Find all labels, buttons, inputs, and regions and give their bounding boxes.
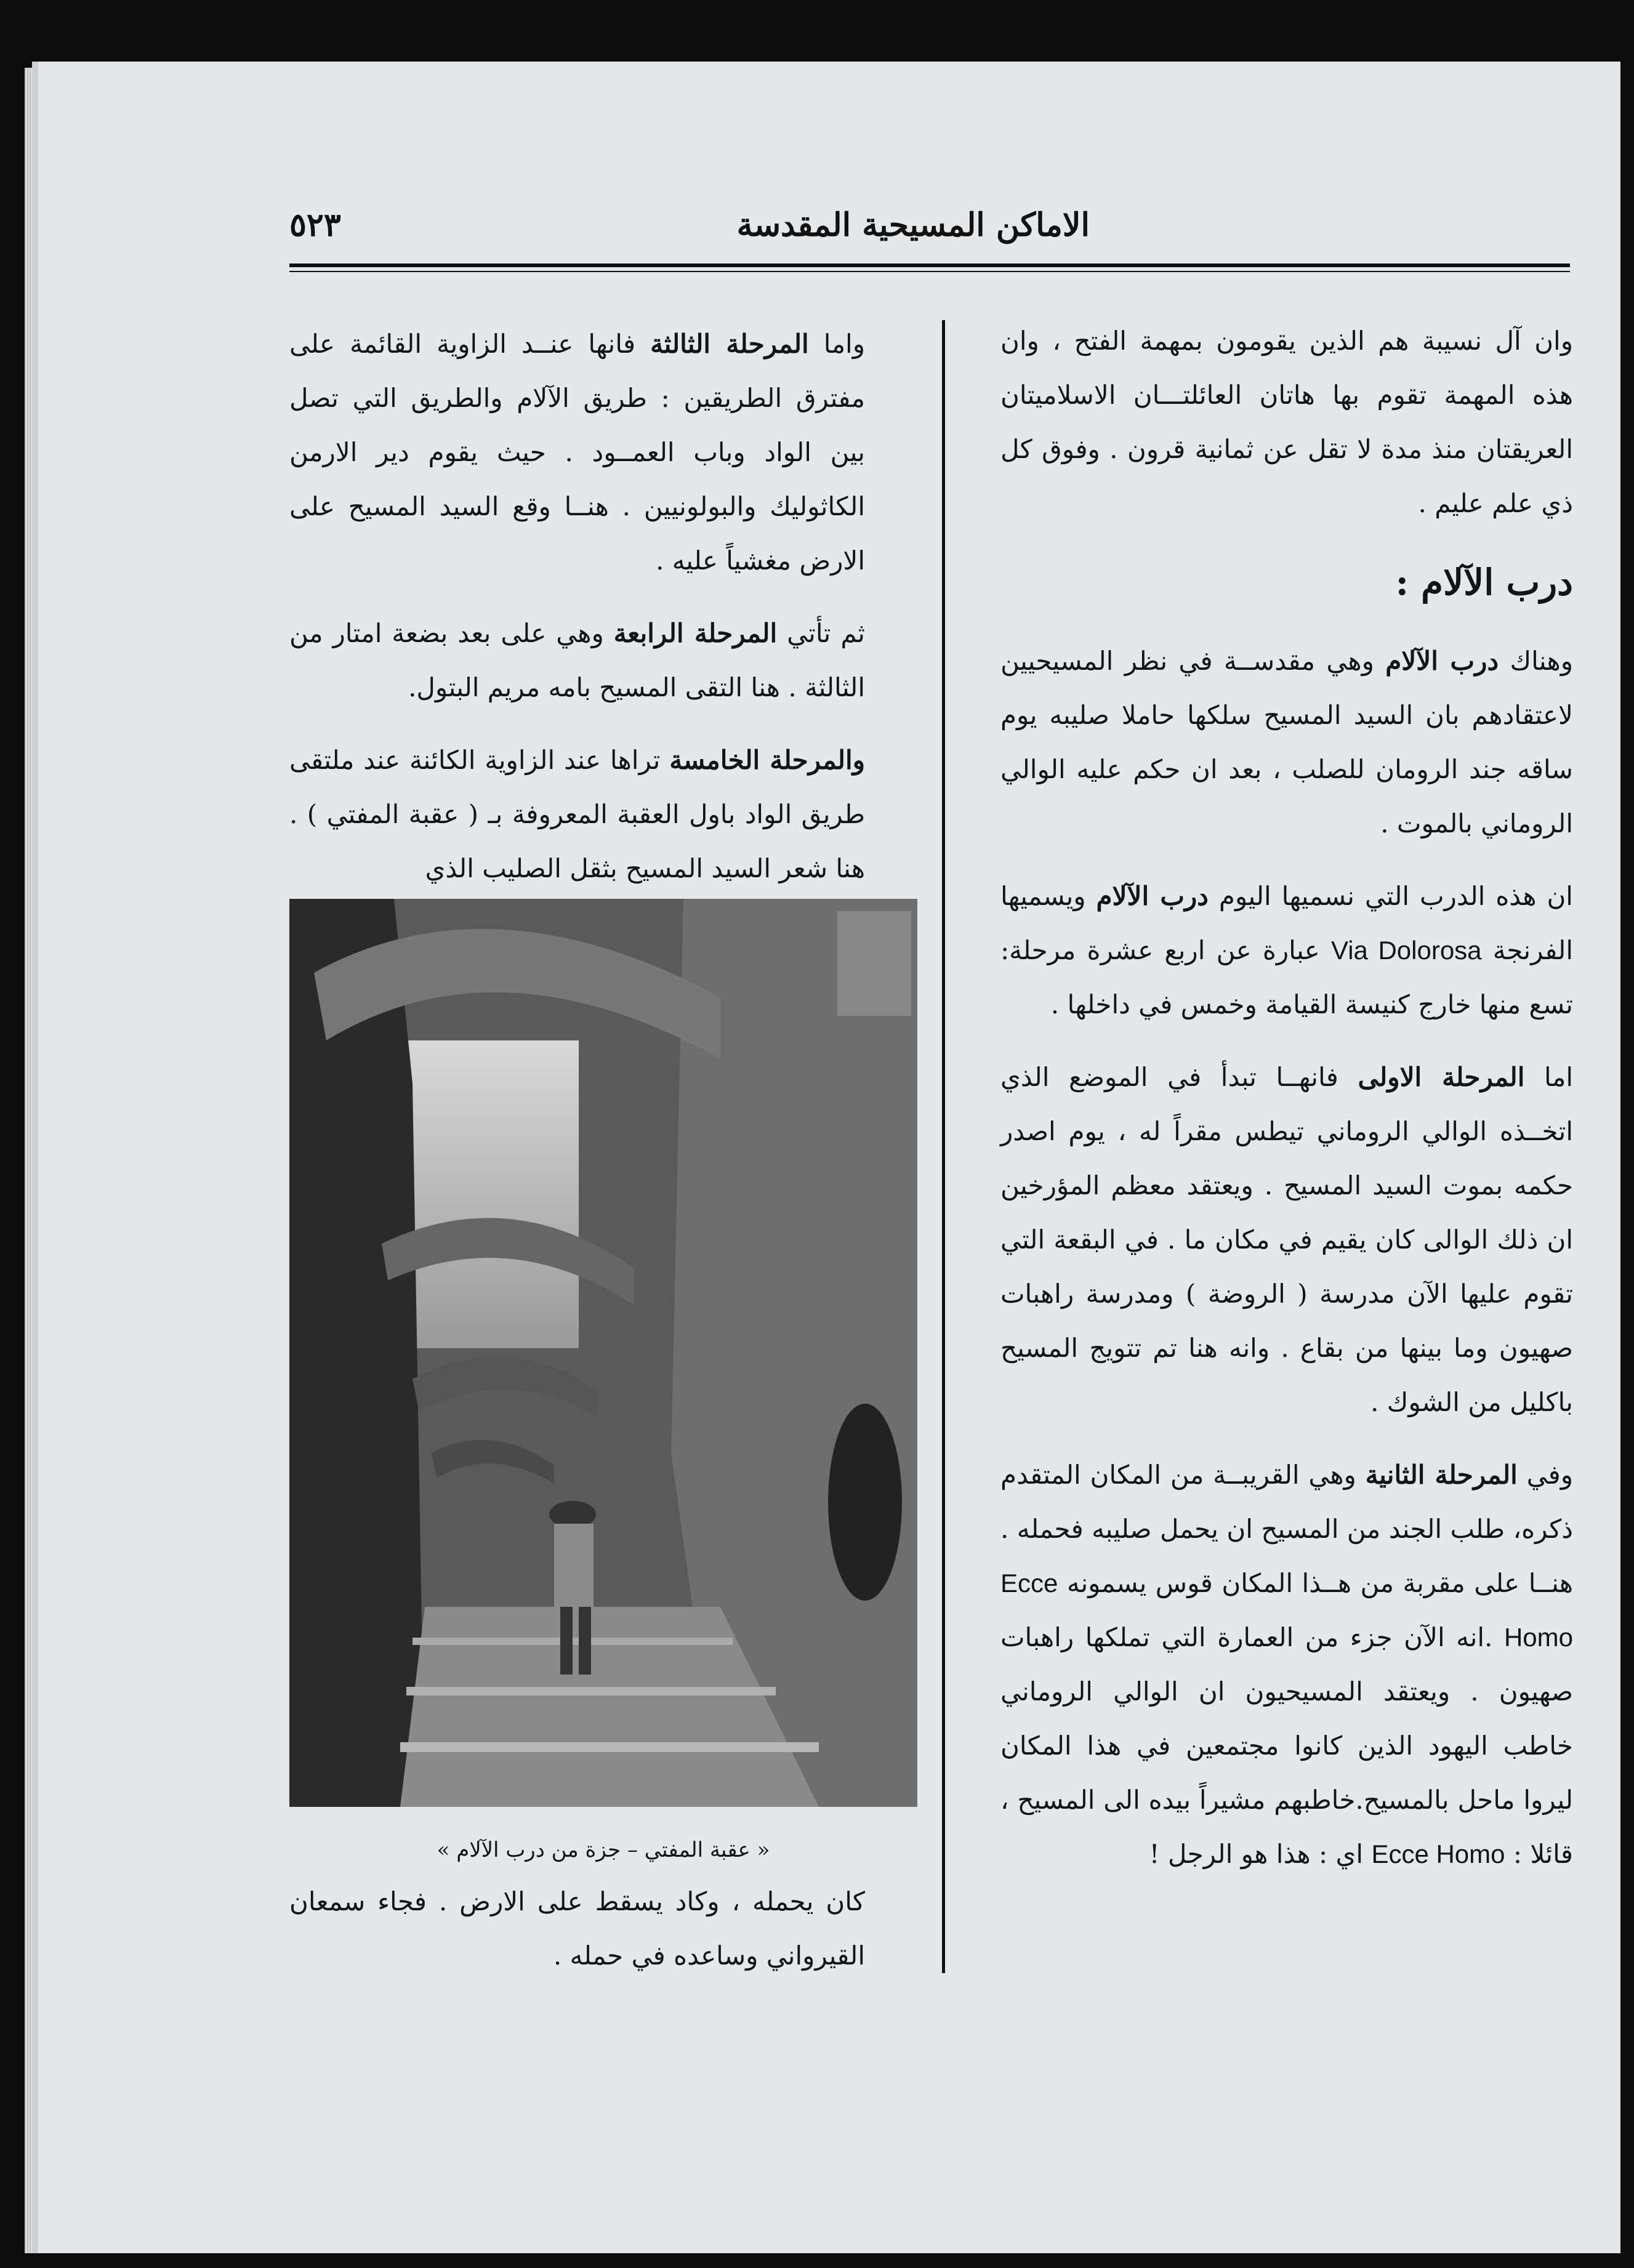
street-photo xyxy=(289,899,917,1807)
left-column xyxy=(289,317,865,914)
page-number: ٥٢٣ xyxy=(289,206,341,244)
paragraph: وان آل نسيبة هم الذين يقومون بمهمة الفتح ، وان هذه المهمة تقوم بها هاتان العائلتـــان الاسلاميتان العريقتان منذ مدة لا تقل عن ثمانية قرون . وفوق كل ذي علم عليم . xyxy=(1000,326,1573,518)
paragraph: والمرحلة الخامسة تراها عند الزاوية الكائنة عند ملتقى طريق الواد باول العقبة المعروفة بـ ( عقبة المفتي ) . هنا شعر السيد المسيح بثقل الصليب الذي xyxy=(289,745,865,883)
paragraph-after-photo xyxy=(289,1875,865,1983)
paragraph: ان هذه الدرب التي نسميها اليوم درب الآلام ويسميها الفرنجة Via Dolorosa عبارة عن اربع عشرة مرحلة: تسع منها خارج كنيسة القيامة وخمس في داخلها . xyxy=(1000,881,1574,1019)
section-heading: درب الآلام : xyxy=(1395,561,1573,603)
paragraph: وفي المرحلة الثانية وهي القريبــة من المكان المتقدم ذكره، طلب الجند من المسيح ان يحمل صليبه فحمله . هنــا على مقربة من هــذا المكان قوس يسمونه Ecce Homo .انه الآن جزء من العمارة التي تملكها راهبات صهيون . ويعتقد المسيحيون ان الوالي الروماني خاطب اليهود الذين كانوا مجتمعين في هذا المكان ليروا ماحل بالمسيح.خاطبهم مشيراً بيده الى المسيح ، قائلا : Ecce Homo اي : هذا هو الرجل ! xyxy=(1000,1460,1573,1869)
running-header xyxy=(289,206,1570,262)
paragraph: ثم تأتي المرحلة الرابعة وهي على بعد بضعة امتار من الثالثة . هنا التقى المسيح بامه مريم البتول. xyxy=(289,618,865,702)
column-divider xyxy=(942,320,945,1973)
paragraph: واما المرحلة الثالثة فانها عنــد الزاوية القائمة على مفترق الطريقين : طريق الآلام والطريق التي تصل بين الواد وباب العمــود . حيث يقوم دير الارمن الكاثوليك والبولونيين . هنــا وقع السيد المسيح على الارض مغشياً عليه . xyxy=(289,329,866,576)
paragraph: كان يحمله ، وكاد يسقط على الارض . فجاء سمعان القيرواني وساعده في حمله . xyxy=(289,1886,865,1971)
photo-caption: « عقبة المفتي – جزة من درب الآلام » xyxy=(437,1838,770,1862)
right-column xyxy=(1000,314,1573,1900)
paragraph: وهناك درب الآلام وهي مقدســة في نظر المسيحيين لاعتقادهم بان السيد المسيح سلكها حاملا صليبه يوم ساقه جند الرومان للصلب ، بعد ان حكم عليه الوالي الروماني بالموت . xyxy=(1000,646,1573,838)
running-title: الاماكن المسيحية المقدسة xyxy=(736,206,1090,244)
paragraph: اما المرحلة الاولى فانهــا تبدأ في الموضع الذي اتخــذه الوالي الروماني تيطس مقراً له ، يوم اصدر حكمه بموت السيد المسيح . ويعتقد معظم المؤرخين ان ذلك الوالى كان يقيم في مكان ما . في البقعة التي تقوم عليها الآن مدرسة ( الروضة ) ومدرسة راهبات صهيون وما بينها من بقاع . وانه هنا تم تتويج المسيح باكليل من الشوك . xyxy=(1000,1062,1574,1417)
header-rule xyxy=(289,263,1570,267)
header-rule-thin xyxy=(289,271,1570,272)
